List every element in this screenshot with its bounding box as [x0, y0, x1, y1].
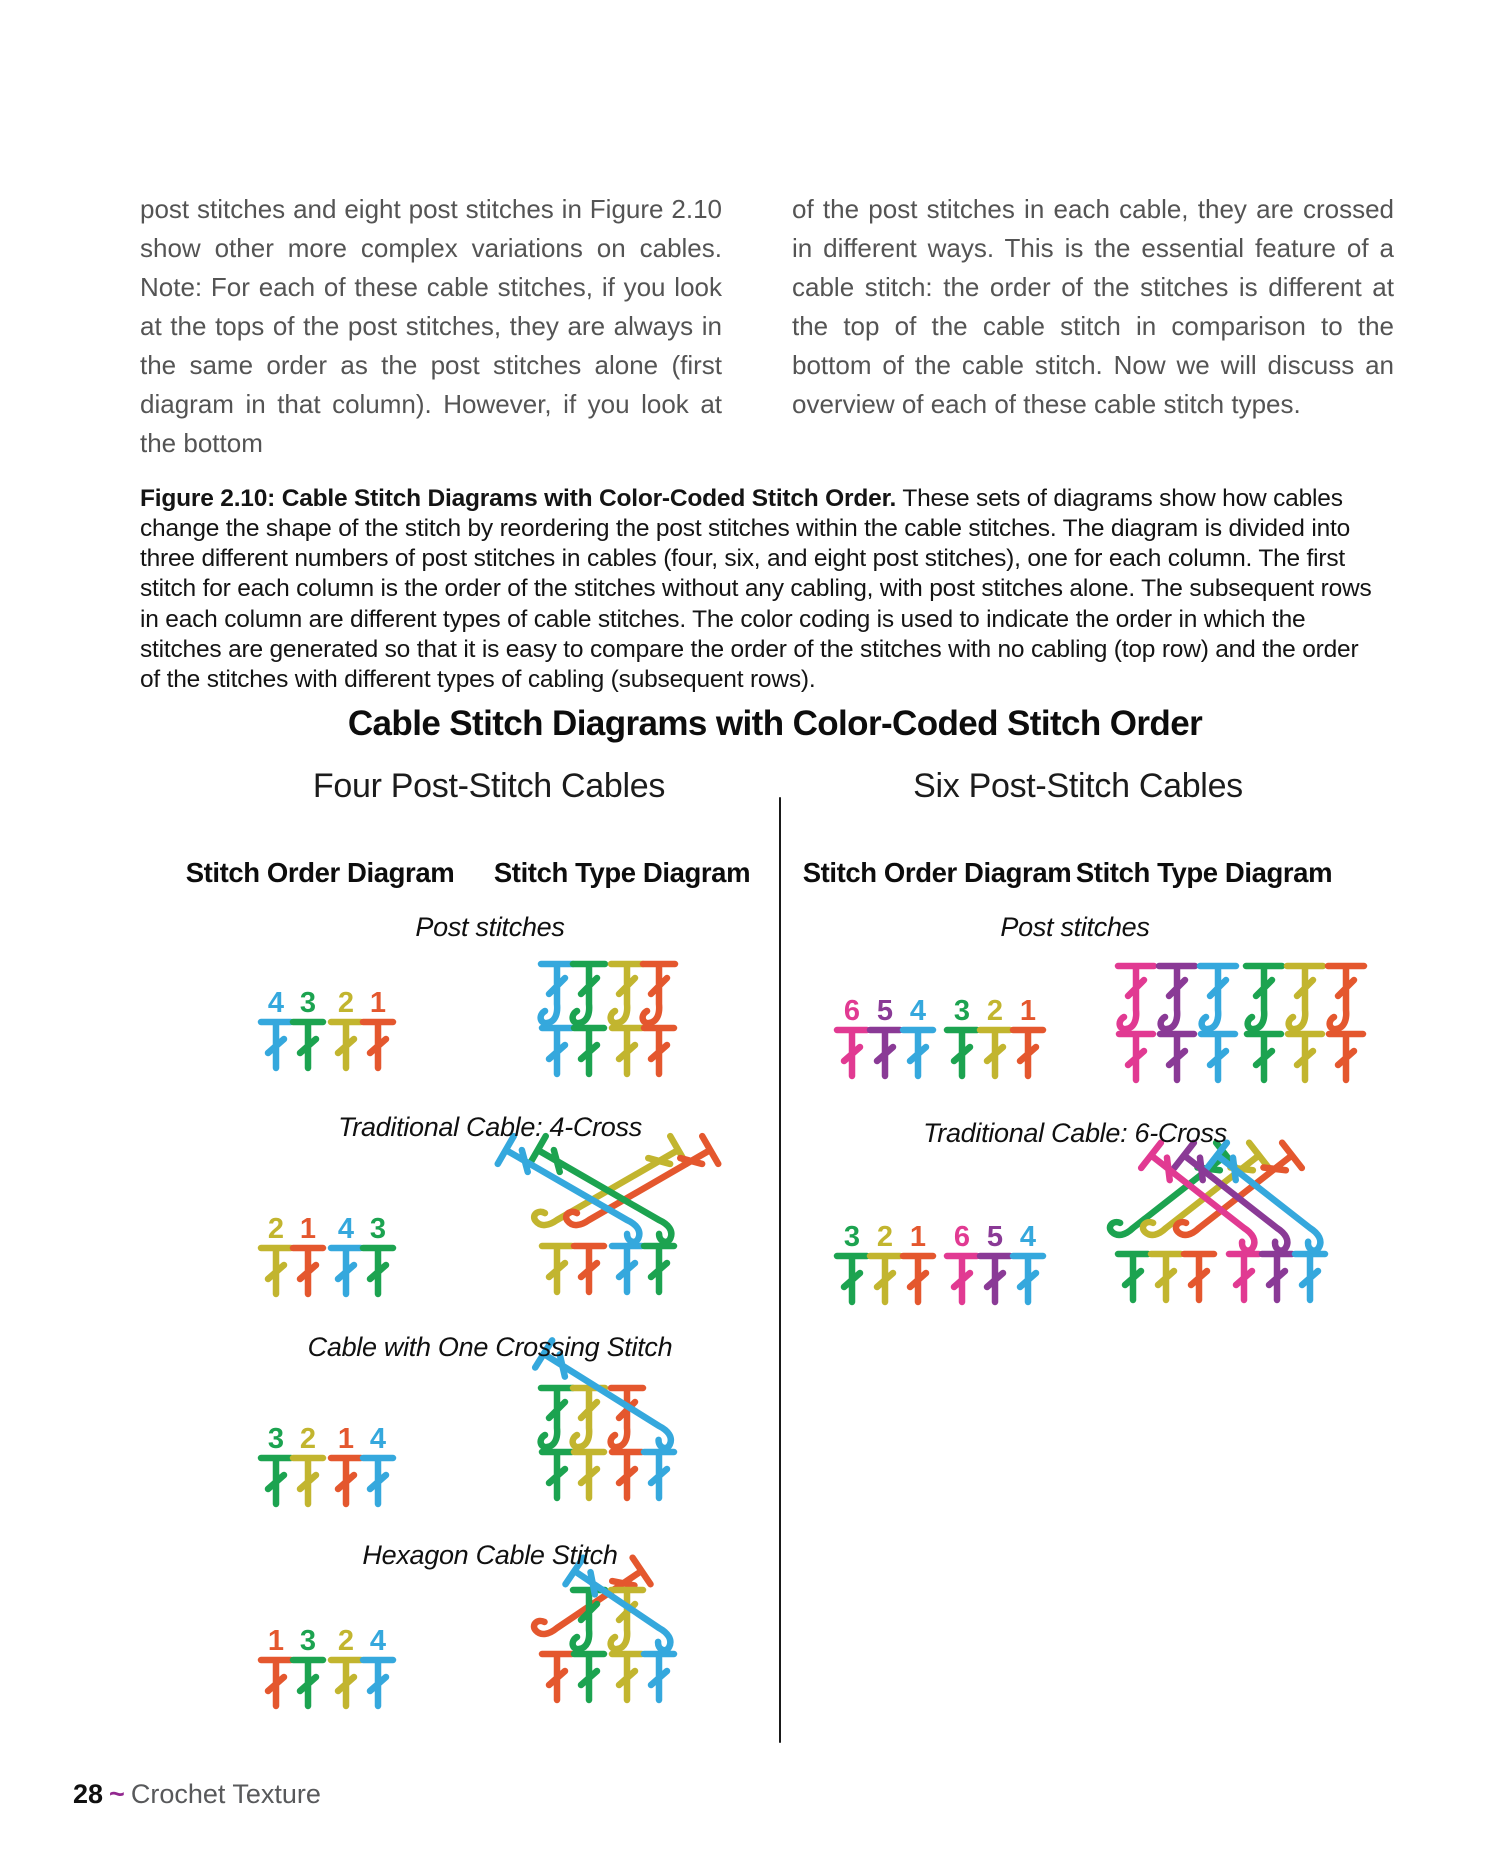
row-label-0-3: Hexagon Cable Stitch [362, 1540, 618, 1570]
svg-text:2: 2 [299, 1423, 317, 1455]
row-label-0-0: Post stitches [415, 912, 565, 942]
svg-text:3: 3 [267, 1423, 285, 1455]
svg-text:3: 3 [953, 995, 971, 1027]
svg-text:4: 4 [909, 995, 927, 1027]
svg-text:1: 1 [1019, 995, 1037, 1027]
svg-text:4: 4 [1019, 1221, 1037, 1253]
subheader-six-post-stitch-type: Stitch Type Diagram [1075, 857, 1333, 888]
diagram-0-2 [261, 1340, 684, 1504]
figure-caption-lead: Figure 2.10: Cable Stitch Diagrams with Color-Coded Stitch Order. [140, 484, 897, 512]
svg-text:2: 2 [337, 987, 355, 1019]
row-label-1-1: Traditional Cable: 6-Cross [923, 1118, 1227, 1148]
svg-text:3: 3 [369, 1213, 387, 1245]
subheader-four-post-stitch-order: Stitch Order Diagram [185, 857, 455, 888]
subheader-four-post-stitch-type: Stitch Type Diagram [493, 857, 751, 888]
svg-text:3: 3 [299, 987, 317, 1019]
body-text-left-column: post stitches and eight post stitches in Figure 2.10 show other more complex variations on cables. Note: For each of these cable stitches, if you look at the tops of the post stitches, they are always in the same order as the post stitches alone (first diagram in that column). However, if you look at the bottom [140, 194, 722, 458]
svg-text:3: 3 [843, 1221, 861, 1253]
body-text-right-column: of the post stitches in each cable, they are crossed in different ways. This is the essential feature of a cable stitch: the order of the stitches is different at the top of the cable stitch in comparison to the bottom of the cable stitch. Now we will discuss an overview of each of these cable stitch types. [792, 194, 1394, 419]
diagram-0-0 [261, 964, 675, 1074]
svg-text:4: 4 [369, 1625, 387, 1657]
diagram-1-0 [837, 966, 1364, 1080]
svg-text:5: 5 [876, 995, 894, 1027]
column-header-six-post: Six Post-Stitch Cables [913, 767, 1243, 805]
svg-text:3: 3 [299, 1625, 317, 1657]
svg-text:5: 5 [986, 1221, 1004, 1253]
svg-text:2: 2 [986, 995, 1004, 1027]
book-title: Crochet Texture [130, 1779, 321, 1809]
row-label-0-2: Cable with One Crossing Stitch [307, 1332, 673, 1362]
svg-text:1: 1 [337, 1423, 355, 1455]
svg-text:1: 1 [369, 987, 387, 1019]
svg-text:6: 6 [843, 995, 861, 1027]
subheader-six-post-stitch-order: Stitch Order Diagram [802, 857, 1072, 888]
svg-text:2: 2 [876, 1221, 894, 1253]
page-number: 28 [73, 1779, 104, 1809]
row-label-0-1: Traditional Cable: 4-Cross [338, 1112, 642, 1142]
svg-text:1: 1 [299, 1213, 317, 1245]
svg-text:6: 6 [953, 1221, 971, 1253]
tilde-ornament-icon: ~ [109, 1779, 125, 1809]
page-footer [73, 1779, 321, 1810]
figure-caption-body: These sets of diagrams show how cables change the shape of the stitch by reordering the post stitches within the cable stitches. The diagram is divided into three different numbers of post stitches in cables (four, six, and eight post stitches), one for each column. The first stitch for each column is the order of the stitches without any cabling, with post stitches alone. The subsequent rows in each column are different types of cable stitches. The color coding is used to indicate the order in which the stitches are generated so that it is easy to compare the order of the stitches with no cabling (top row) and the order of the stitches with different types of cabling (subsequent rows). [140, 484, 1372, 694]
diagram-0-1 [261, 1136, 718, 1294]
diagram-0-3 [261, 1557, 684, 1706]
diagram-1-1 [837, 1142, 1335, 1302]
svg-text:4: 4 [337, 1213, 355, 1245]
svg-text:1: 1 [909, 1221, 927, 1253]
svg-text:4: 4 [267, 987, 285, 1019]
svg-text:2: 2 [337, 1625, 355, 1657]
svg-text:4: 4 [369, 1423, 387, 1455]
svg-text:1: 1 [267, 1625, 285, 1657]
column-header-four-post: Four Post-Stitch Cables [312, 767, 666, 805]
figure-title: Cable Stitch Diagrams with Color-Coded Stitch Order [347, 704, 1203, 743]
row-label-1-0: Post stitches [1000, 912, 1150, 942]
svg-text:2: 2 [267, 1213, 285, 1245]
